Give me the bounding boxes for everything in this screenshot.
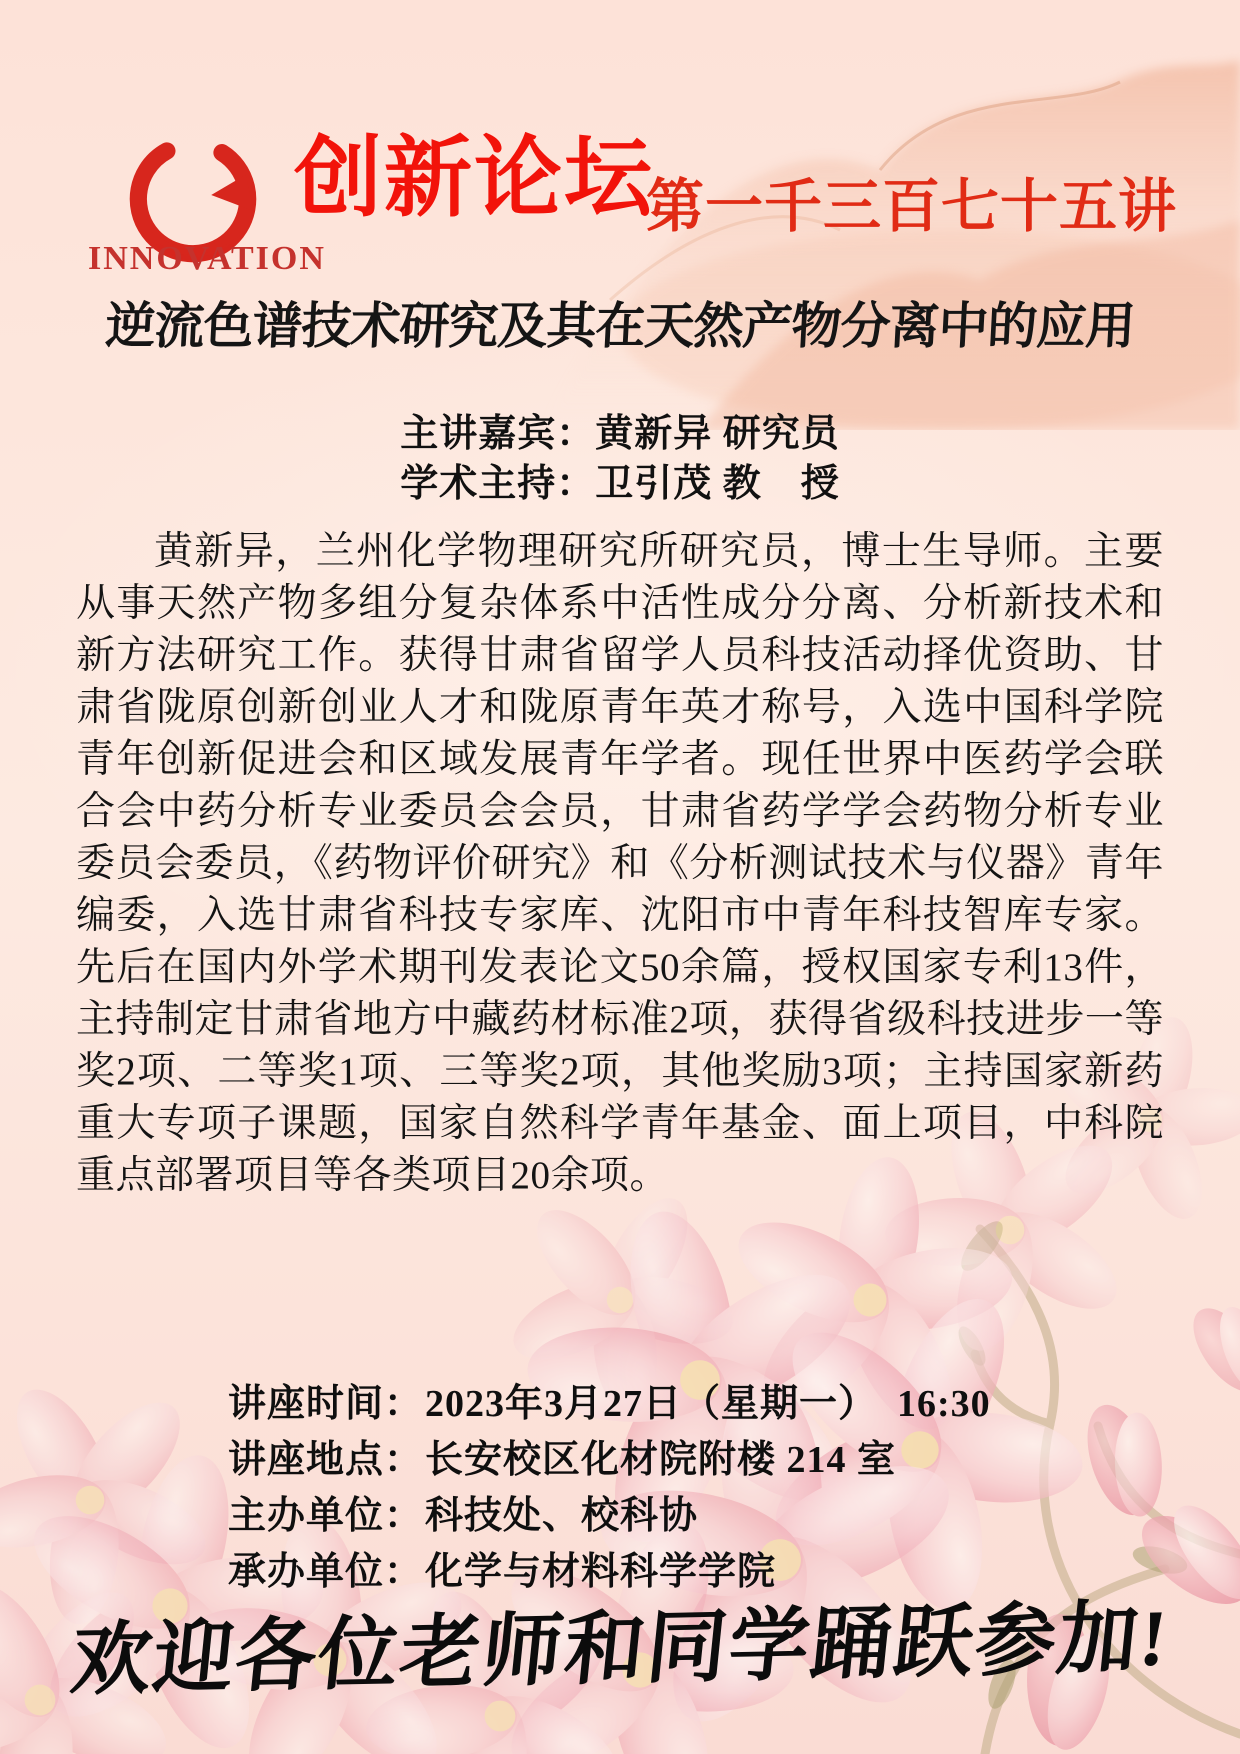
- speaker-biography: 黄新异，兰州化学物理研究所研究员，博士生导师。主要从事天然产物多组分复杂体系中活性成分分离、分析新技术和新方法研究工作。获得甘肃省留学人员科技活动择优资助、甘肃省陇原创新创业人才和陇原青年英才称号，入选中国科学院青年创新促进会和区域发展青年学者。现任世界中医药学会联合会中药分析专业委员会会员，甘肃省药学学会药物分析专业委员会委员，《药物评价研究》和《分析测试技术与仪器》青年编委，入选甘肃省科技专家库、沈阳市中青年科技智库专家。先后在国内外学术期刊发表论文50余篇，授权国家专利13件，主持制定甘肃省地方中藏药材标准2项，获得省级科技进步一等奖2项、二等奖1项、三等奖2项，其他奖励3项；主持国家新药重大专项子课题，国家自然科学青年基金、面上项目，中科院重点部署项目等各类项目20余项。: [76, 530, 1164, 1197]
- guest-speaker-line: [0, 414, 1240, 456]
- guest-label: 主讲嘉宾：: [400, 413, 596, 455]
- detail-co-organizer-label: 承办单位：: [228, 1551, 424, 1593]
- forum-title: 创新论坛: [294, 128, 655, 227]
- detail-co-organizer: [228, 1544, 991, 1600]
- detail-organizer-label: 主办单位：: [228, 1495, 424, 1537]
- detail-location-value: 长安校区化材院附楼 214 室: [425, 1439, 897, 1481]
- detail-organizer-value: 科技处、校科协: [425, 1495, 699, 1537]
- detail-time-value: 2023年3月27日（星期一） 16:30: [425, 1383, 991, 1425]
- logo-wordmark: INNOVATION: [88, 240, 326, 277]
- host-name: 卫引茂 教 授: [595, 463, 840, 505]
- lecture-title: 逆流色谱技术研究及其在天然产物分离中的应用: [104, 298, 1136, 354]
- detail-location-label: 讲座地点：: [228, 1439, 424, 1481]
- guest-name: 黄新异 研究员: [595, 413, 840, 455]
- detail-location: [228, 1432, 991, 1488]
- detail-time: [228, 1376, 991, 1432]
- event-details: [228, 1376, 991, 1600]
- host-label: 学术主持：: [400, 463, 596, 505]
- detail-co-organizer-value: 化学与材料科学学院: [425, 1551, 777, 1593]
- academic-host-line: [0, 464, 1240, 506]
- welcome-message: 欢迎各位老师和同学踊跃参加!: [66, 1594, 1174, 1706]
- detail-time-label: 讲座时间：: [228, 1383, 424, 1425]
- detail-organizer: [228, 1488, 991, 1544]
- lecture-number: 第一千三百七十五讲: [646, 174, 1178, 239]
